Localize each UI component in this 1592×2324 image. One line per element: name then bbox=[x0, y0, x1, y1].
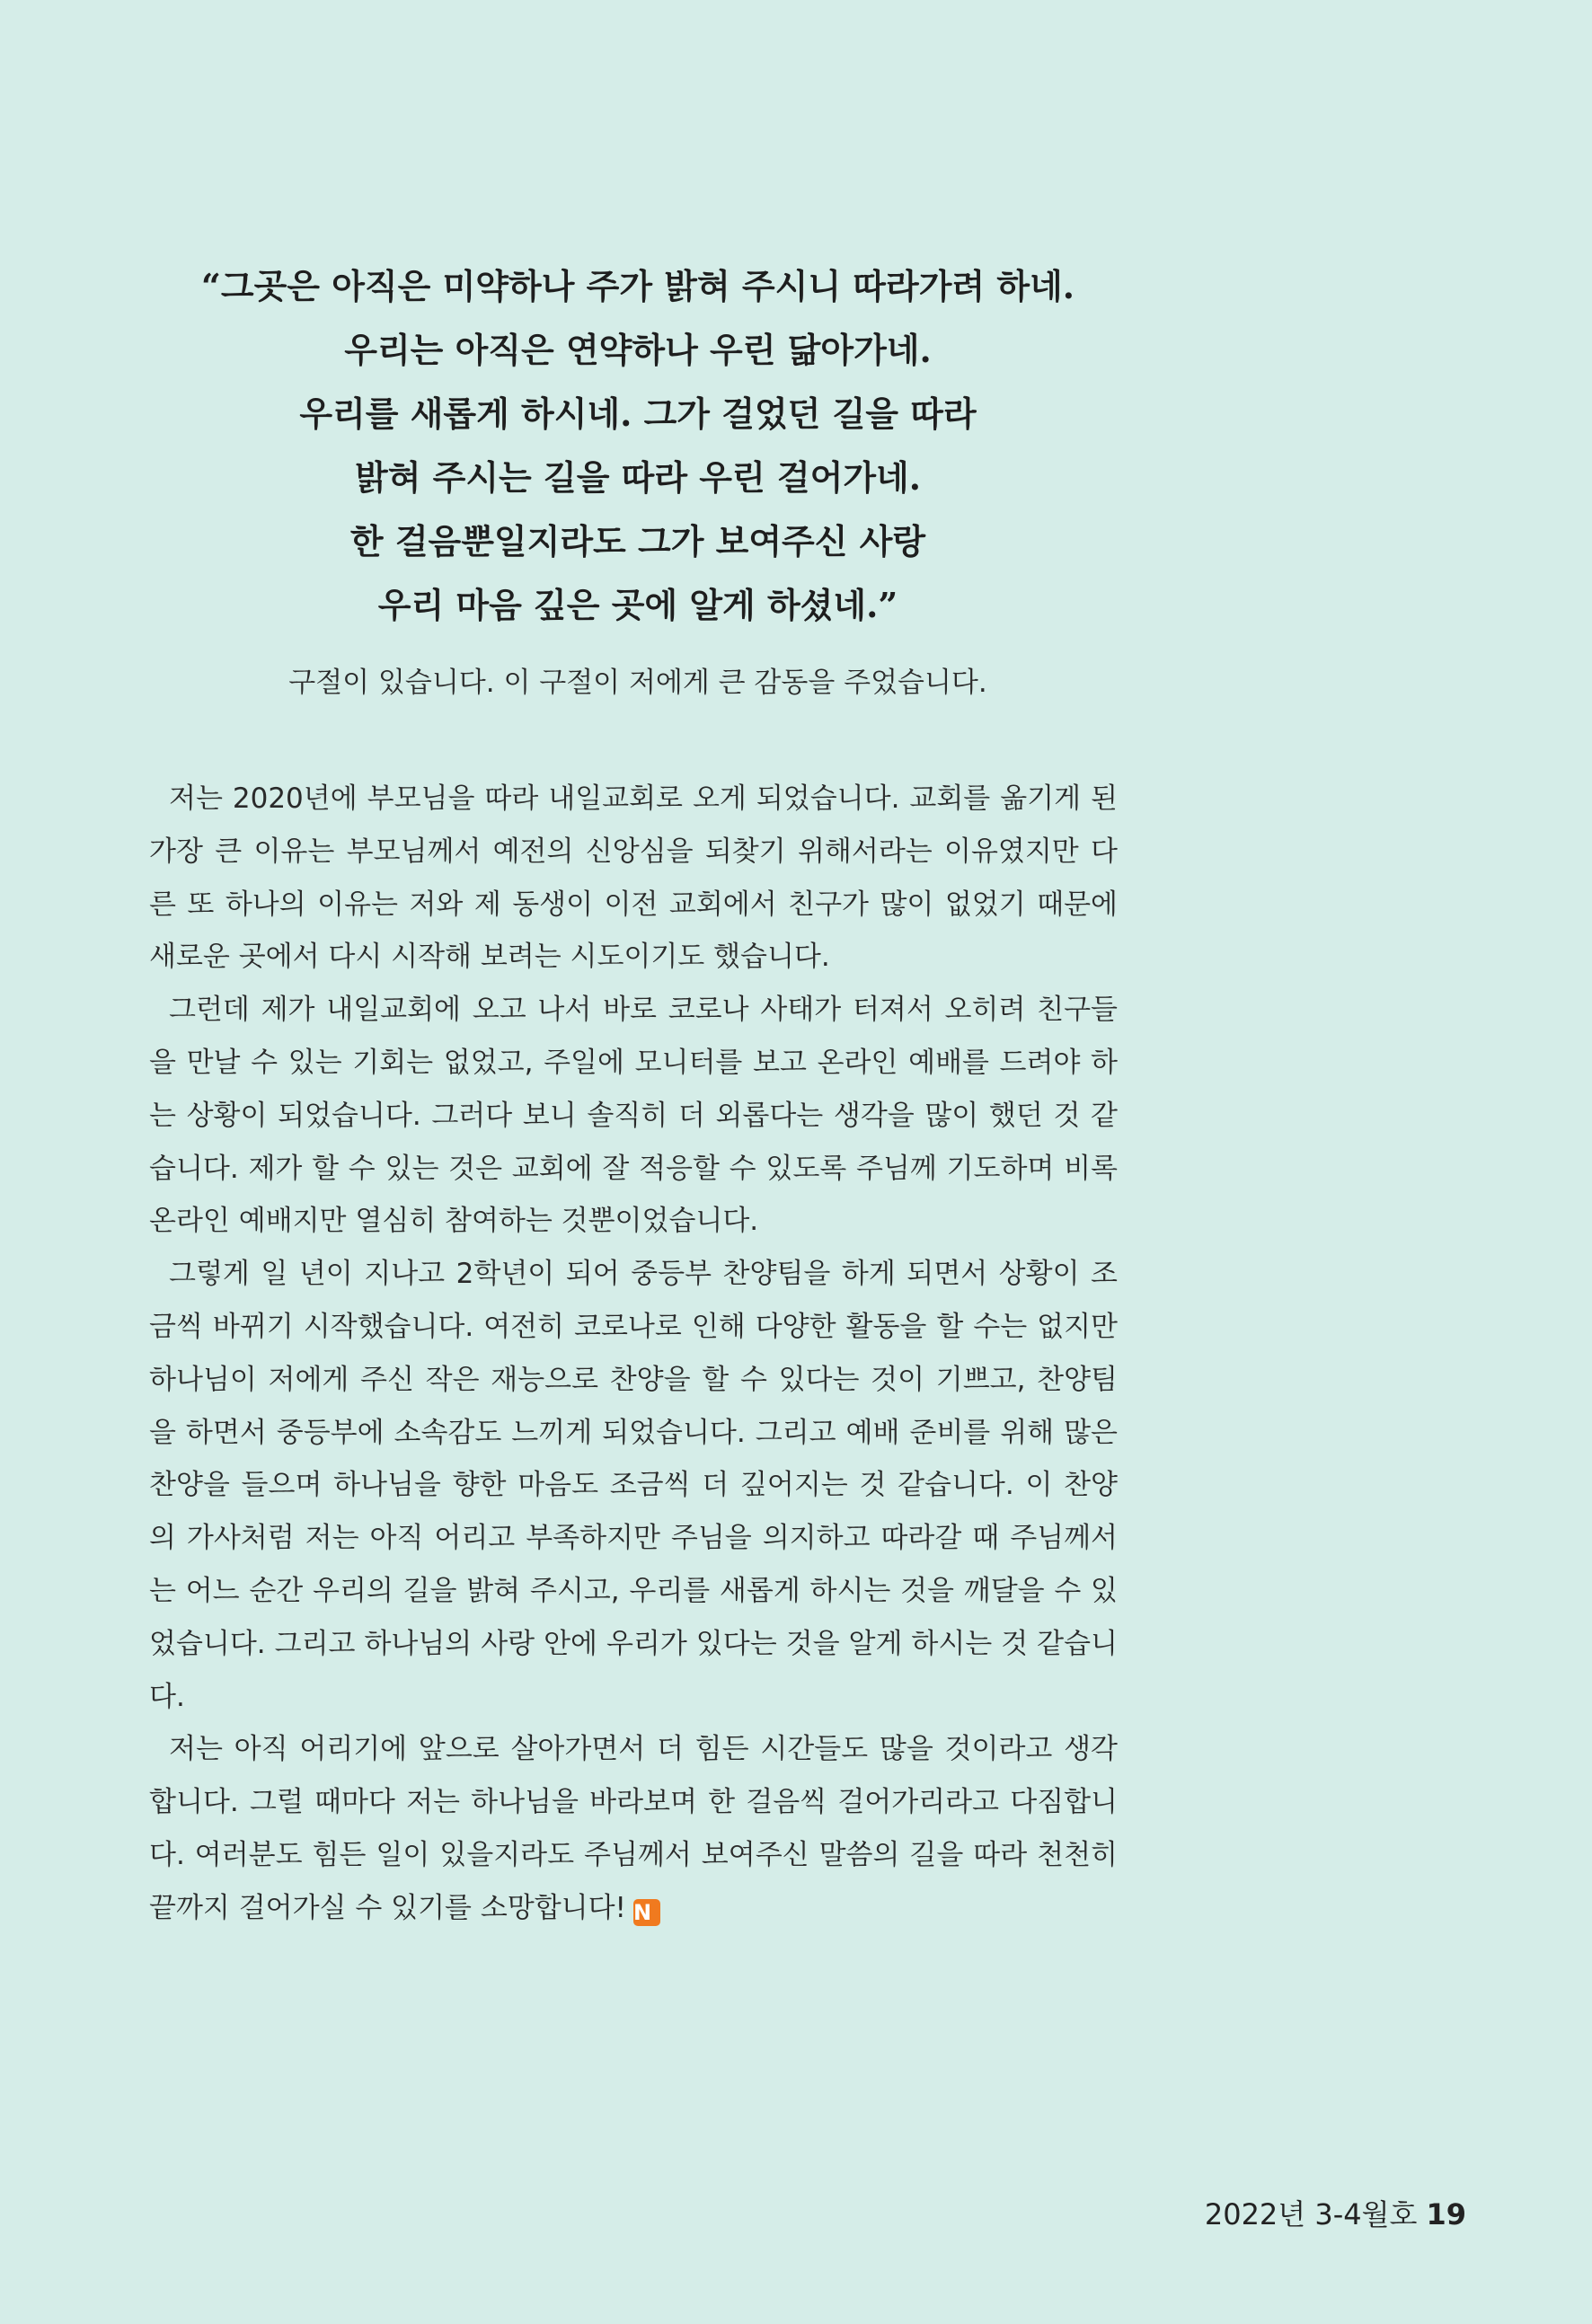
body-line: 을 만날 수 있는 기회는 없었고, 주일에 모니터를 보고 온라인 예배를 드려야 하 bbox=[149, 1046, 1118, 1079]
body-line: 찬양을 들으며 하나님을 향한 마음도 조금씩 더 깊어지는 것 같습니다. 이 찬양 bbox=[149, 1469, 1118, 1502]
intro-sentence: 구절이 있습니다. 이 구절이 저에게 큰 감동을 주었습니다. bbox=[288, 667, 987, 699]
lyrics-line: 우리는 아직은 연약하나 우린 닮아가네. bbox=[344, 330, 932, 370]
body-line: 저는 아직 어리기에 앞으로 살아가면서 더 힘든 시간들도 많을 것이라고 생각 bbox=[169, 1733, 1118, 1766]
body-line: 다. bbox=[149, 1680, 185, 1713]
body-line: 새로운 곳에서 다시 시작해 보려는 시도이기도 했습니다. bbox=[149, 941, 830, 974]
body-line-text: 끝까지 걸어가실 수 있기를 소망합니다! bbox=[149, 1891, 626, 1924]
body-line: 다. 여러분도 힘든 일이 있을지라도 주님께서 보여주신 말씀의 길을 따라 천천히 bbox=[149, 1838, 1118, 1871]
body-line: 습니다. 제가 할 수 있는 것은 교회에 잘 적응할 수 있도록 주님께 기도하며 비록 bbox=[149, 1152, 1118, 1185]
body-last-line bbox=[149, 1882, 1118, 1935]
body-line: 을 하면서 중등부에 소속감도 느끼게 되었습니다. 그리고 예배 준비를 위해 많은 bbox=[149, 1416, 1118, 1449]
lyrics-line: “그곳은 아직은 미약하나 주가 밝혀 주시니 따라가려 하네. bbox=[201, 266, 1075, 306]
body-line: 금씩 바뀌기 시작했습니다. 여전히 코로나로 인해 다양한 활동을 할 수는 없지만 bbox=[149, 1310, 1118, 1343]
page-number: 19 bbox=[1426, 2197, 1466, 2231]
lyrics-line: 밝혀 주시는 길을 따라 우린 걸어가네. bbox=[355, 457, 921, 498]
hymn-lyrics-quote bbox=[117, 254, 1159, 637]
body-line: 온라인 예배지만 열심히 참여하는 것뿐이었습니다. bbox=[149, 1205, 759, 1238]
article-body bbox=[149, 773, 1118, 1935]
body-line: 었습니다. 그리고 하나님의 사랑 안에 우리가 있다는 것을 알게 하시는 것 같습니 bbox=[149, 1627, 1118, 1660]
body-line: 합니다. 그럴 때마다 저는 하나님을 바라보며 한 걸음씩 걸어가리라고 다짐합니 bbox=[149, 1786, 1118, 1819]
n-logo-icon: N bbox=[633, 1899, 660, 1926]
body-line: 가장 큰 이유는 부모님께서 예전의 신앙심을 되찾기 위해서라는 이유였지만 다 bbox=[149, 835, 1118, 868]
issue-label: 2022년 3-4월호 bbox=[1204, 2197, 1418, 2231]
body-line: 의 가사처럼 저는 아직 어리고 부족하지만 주님을 의지하고 따라갈 때 주님께서 bbox=[149, 1522, 1118, 1555]
body-line: 는 상황이 되었습니다. 그러다 보니 솔직히 더 외롭다는 생각을 많이 했던 것 같 bbox=[149, 1099, 1118, 1132]
lyrics-line: 한 걸음뿐일지라도 그가 보여주신 사랑 bbox=[349, 521, 926, 561]
body-line: 저는 2020년에 부모님을 따라 내일교회로 오게 되었습니다. 교회를 옮기게 된 bbox=[169, 782, 1118, 815]
body-line: 하나님이 저에게 주신 작은 재능으로 찬양을 할 수 있다는 것이 기쁘고, 찬양팀 bbox=[149, 1363, 1118, 1396]
body-line: 른 또 하나의 이유는 저와 제 동생이 이전 교회에서 친구가 많이 없었기 때문에 bbox=[149, 888, 1118, 921]
lyrics-line: 우리를 새롭게 하시네. 그가 걸었던 길을 따라 bbox=[299, 393, 977, 434]
body-line: 그렇게 일 년이 지나고 2학년이 되어 중등부 찬양팀을 하게 되면서 상황이 조 bbox=[169, 1258, 1118, 1291]
page-footer bbox=[1205, 2192, 1466, 2237]
lyrics-line: 우리 마음 깊은 곳에 알게 하셨네.” bbox=[377, 585, 898, 625]
body-line: 그런데 제가 내일교회에 오고 나서 바로 코로나 사태가 터져서 오히려 친구들 bbox=[169, 994, 1118, 1027]
body-line: 는 어느 순간 우리의 길을 밝혀 주시고, 우리를 새롭게 하시는 것을 깨달을 수 있 bbox=[149, 1574, 1118, 1607]
